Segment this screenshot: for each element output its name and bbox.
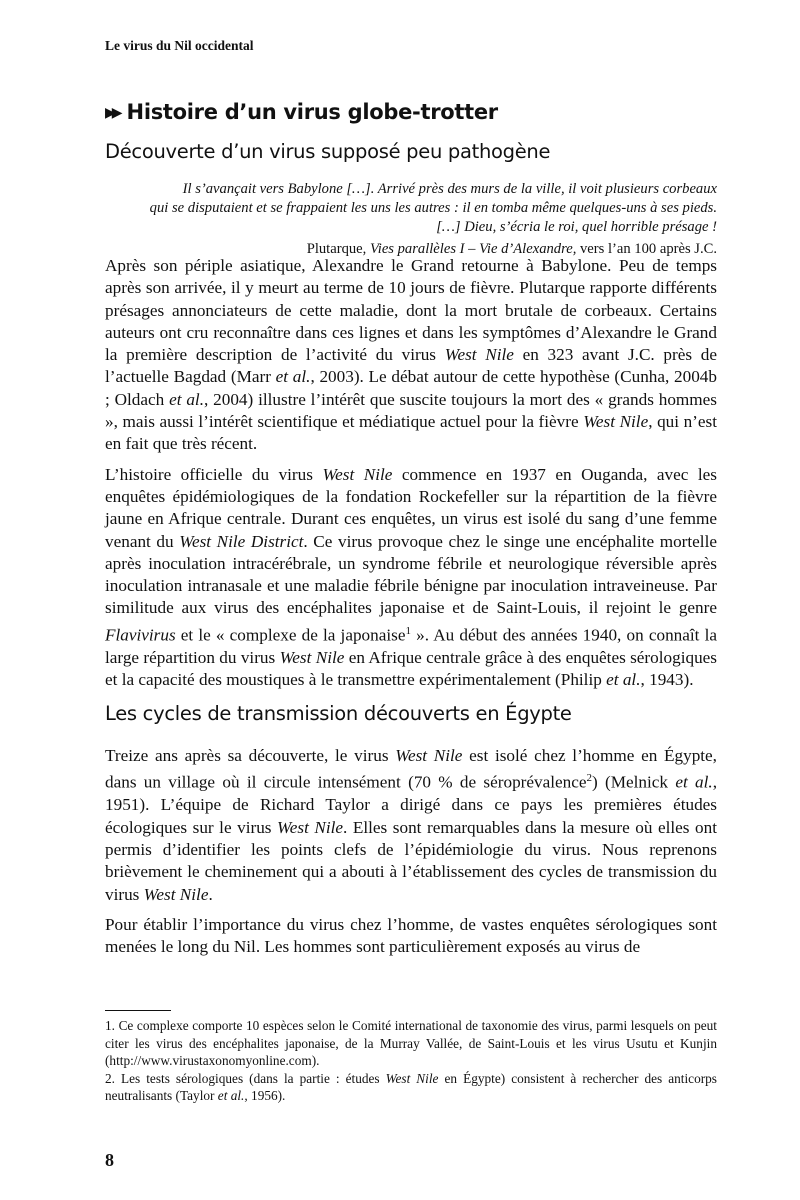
- text-run: West Nile: [279, 647, 345, 667]
- paragraph: [105, 255, 717, 456]
- section-body: [105, 255, 717, 699]
- text-run: West Nile: [143, 884, 209, 904]
- text-run: West Nile District: [179, 531, 304, 551]
- text-run: . Ce virus provoque chez le singe une encéphalite mortelle après inoculation intracérébrale, un syndrome fébrile et neurologique réversible après inoculation intranasale et une maladie fébrile bénigne par inoculation intraveineuse. Par similitude aux virus des encéphalites japonaise et de Saint-Louis, il rejoint le genre: [105, 531, 717, 618]
- text-run: West Nile: [395, 746, 463, 765]
- footnote-ref: 2: [586, 772, 592, 785]
- text-run: ) (Melnick: [592, 773, 676, 793]
- text-run: .: [208, 884, 213, 904]
- text-run: est isolé chez l’homme en Égypte, dans un village où il circule intensément (70 % de séroprévalence: [105, 746, 717, 793]
- text-run: et le « complexe de la japonaise: [175, 625, 406, 645]
- footnote: [105, 1017, 717, 1070]
- footnotes: [105, 1017, 717, 1105]
- text-run: Pour établir l’importance du virus chez l’homme, de vastes enquêtes sérologiques sont menées le long du Nil. Les hommes sont particulièrement exposés au virus de: [105, 914, 717, 957]
- text-run: et al.: [169, 389, 205, 409]
- section-body: [105, 745, 717, 966]
- page-number: 8: [105, 1150, 114, 1170]
- text-run: en 323 avant J.C. près de l’actuelle Bagdad (Marr: [105, 345, 717, 387]
- epigraph-line: qui se disputaient et se frappaient les uns les autres : il en tomba même quelques-uns à ses pieds.: [149, 200, 717, 216]
- running-head: Le virus du Nil occidental: [105, 38, 254, 53]
- epigraph-line: Il s’avançait vers Babylone […]. Arrivé près des murs de la ville, il voit plusieurs corbeaux: [182, 181, 717, 197]
- text-run: , 2003). Le débat autour de cette hypothèse (Cunha, 2004b ; Oldach: [105, 367, 717, 409]
- text-run: West Nile: [385, 1070, 439, 1086]
- text-run: Vies parallèles I – Vie d’Alexandre,: [369, 241, 577, 257]
- epigraph: [105, 180, 717, 259]
- text-run: 1. Ce complexe comporte 10 espèces selon le Comité international de taxonomie des virus, parmi lesquels on peut citer les virus des encéphalites japonaise, de la Murray Vallée, de Saint-Louis et les virus Usutu et Kunjin (http://www.virustaxonomyonline.com).: [105, 1018, 717, 1068]
- epigraph-line: […] Dieu, s’écria le roi, quel horrible présage !: [436, 219, 717, 235]
- text-run: . Elles sont remarquables dans la mesure où elles ont permis d’identifier les points clefs de l’épidémiologie du virus. Nous reprenons brièvement le cheminement qui a abouti à l’établissement des cycles de transmission du virus: [105, 817, 717, 904]
- footnote-divider: [105, 1010, 171, 1011]
- text-run: vers l’an 100 après J.C.: [576, 241, 717, 257]
- text-run: en Égypte) consistent à rechercher des anticorps neutralisants (Taylor: [105, 1070, 717, 1103]
- text-run: West Nile: [322, 464, 393, 484]
- text-run: West Nile: [444, 345, 514, 365]
- text-run: en Afrique centrale grâce à des enquêtes sérologiques et la capacité des moustiques à le transmettre expérimentalement (Philip: [105, 647, 717, 690]
- text-run: et al.: [606, 670, 641, 690]
- text-run: , 2004) illustre l’intérêt que suscite toujours la mort des « grands hommes », mais aussi l’intérêt scientifique et médiatique actuel pour la fièvre: [105, 389, 717, 432]
- text-run: 2. Les tests sérologiques (dans la partie : études: [105, 1070, 386, 1086]
- paragraph: [105, 464, 717, 692]
- text-run: et al.: [217, 1088, 245, 1103]
- footnote-ref: 1: [405, 624, 411, 637]
- text-run: L’histoire officielle du virus: [105, 464, 323, 484]
- text-run: , 1956).: [244, 1088, 286, 1103]
- text-run: ». Au début des années 1940, on connaît la large répartition du virus: [105, 625, 717, 667]
- text-run: West Nile: [277, 817, 344, 837]
- text-run: et al.: [675, 773, 713, 793]
- text-run: Flavivirus: [105, 625, 176, 645]
- paragraph: [105, 745, 717, 906]
- text-run: Après son périple asiatique, Alexandre le Grand retourne à Babylone. Peu de temps après son arrivée, il y meurt au terme de 10 jours de fièvre. Plutarque rapporte différents présages annonciateurs de cette maladie, dont la mort brutale de corbeaux. Certains auteurs ont cru reconnaître dans ces lignes et dans les symptômes d’Alexandre le Grand la première description de l’activité du virus: [105, 256, 717, 365]
- footnote: [105, 1070, 717, 1105]
- double-arrow-right-icon: ▶▶: [105, 105, 119, 121]
- text-run: , 1951). L’équipe de Richard Taylor a dirigé dans ce pays les premières études écologiques sur le virus: [105, 773, 717, 837]
- section-heading: Les cycles de transmission découverts en Égypte: [105, 702, 572, 725]
- chapter-title-text: Histoire d’un virus globe-trotter: [126, 100, 498, 124]
- paragraph: [105, 914, 717, 959]
- text-run: Plutarque,: [306, 241, 370, 257]
- text-run: , qui n’est en fait que très récent.: [105, 412, 717, 454]
- text-run: , 1943).: [640, 670, 694, 690]
- chapter-title: [105, 100, 717, 124]
- text-run: et al.: [275, 367, 311, 387]
- text-run: West Nile: [583, 412, 649, 432]
- text-run: Treize ans après sa découverte, le virus: [105, 746, 396, 765]
- text-run: commence en 1937 en Ouganda, avec les enquêtes épidémiologiques de la fondation Rockefeller sur la répartition de la fièvre jaune en Afrique centrale. Durant ces enquêtes, un virus est isolé du sang d’une femme venant du: [105, 464, 717, 551]
- section-heading: Découverte d’un virus supposé peu pathogène: [105, 140, 551, 163]
